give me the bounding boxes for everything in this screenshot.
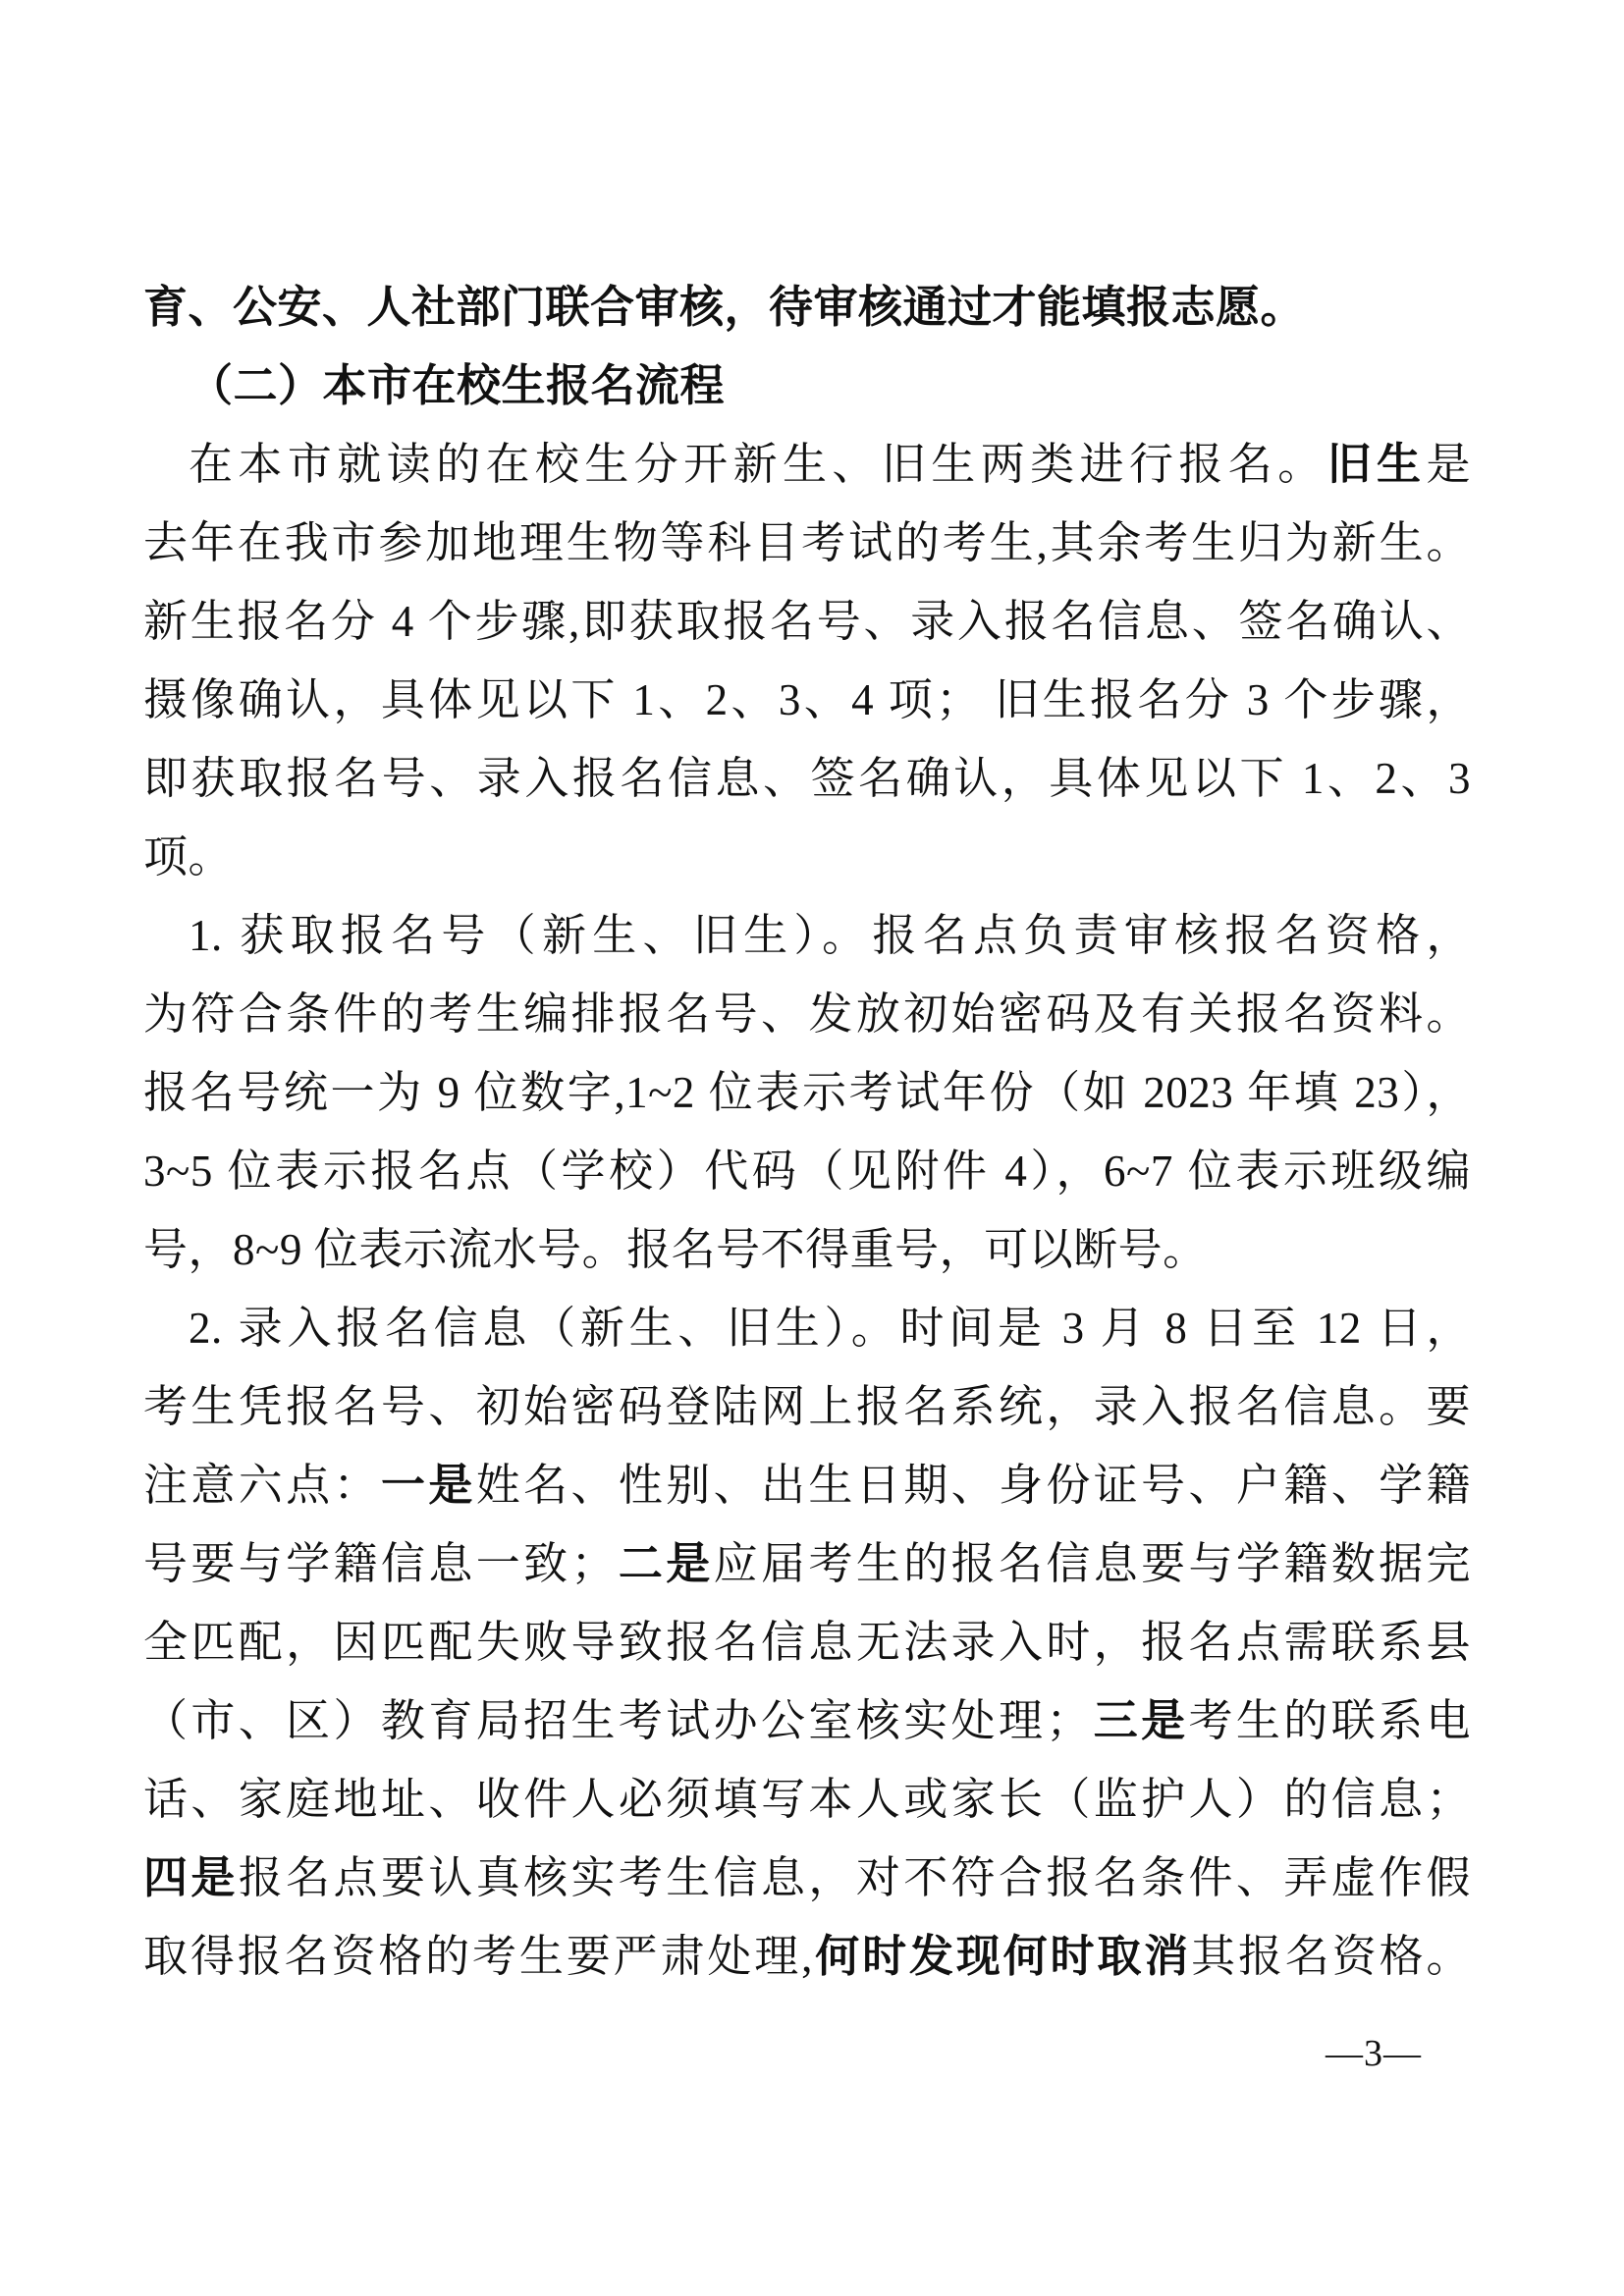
text-line [143,347,1471,425]
text-run: 应届考生的报名信息要与学籍数据完 [713,1539,1471,1588]
text-run: 话、家庭地址、收件人必须填写本人或家长（监护人）的信息； [143,1775,1471,1824]
text-line [143,1446,1471,1524]
text-run: （市、区）教育局招生考试办公室核实处理； [143,1696,1091,1745]
text-run: 考生的联系电 [1188,1696,1471,1745]
text-run: 其报名资格。 [1191,1932,1471,1981]
text-line [143,1682,1471,1760]
text-run: 2. 录入报名信息（新生、旧生）。时间是 3 月 8 日至 12 日， [189,1304,1471,1353]
text-run: 报名号统一为 9 位数字,1~2 位表示考试年份（如 2023 年填 23）， [143,1068,1471,1117]
text-run: 1. 获取报名号（新生、旧生）。报名点负责审核报名资格， [189,911,1471,960]
text-run: 一是 [380,1460,476,1510]
text-run: 四是 [143,1852,239,1902]
text-line [143,896,1471,975]
text-run: 3~5 位表示报名点（学校）代码（见附件 4），6~7 位表示班级编 [143,1147,1471,1196]
text-line [143,1132,1471,1210]
text-run: （二）本市在校生报名流程 [189,360,726,410]
text-run: 姓名、性别、出生日期、身份证号、户籍、学籍 [475,1461,1471,1510]
text-run: 报名点要认真核实考生信息，对不符合报名条件、弄虚作假 [238,1853,1471,1902]
text-run: 项。 [143,832,234,881]
text-line [143,1839,1471,1917]
text-run: 新生报名分 4 个步骤,即获取报名号、录入报名信息、签名确认、 [143,597,1471,646]
text-line [143,425,1471,504]
text-run: 全匹配，因匹配失败导致报名信息无法录入时，报名点需联系县 [143,1618,1471,1667]
page-footer [1326,2024,1422,2083]
text-line [143,504,1471,582]
text-line [143,661,1471,739]
page-number: —3— [1326,2033,1422,2074]
document-body [143,268,1471,1996]
text-run: 号，8~9 位表示流水号。报名号不得重号，可以断号。 [143,1225,1208,1274]
text-run: 取得报名资格的考生要严肃处理, [143,1932,813,1981]
text-line [143,1524,1471,1603]
text-run: 育、公安、人社部门联合审核，待审核通过才能填报志愿。 [143,282,1306,332]
text-run: 即获取报名号、录入报名信息、签名确认，具体见以下 1、2、3 [143,754,1471,803]
text-run: 三是 [1090,1695,1189,1745]
text-run: 在本市就读的在校生分开新生、旧生两类进行报名。 [189,440,1327,489]
text-run: 二是 [616,1538,714,1588]
text-run: 摄像确认，具体见以下 1、2、3、4 项； 旧生报名分 3 个步骤， [143,675,1471,724]
text-line [143,1917,1471,1996]
text-run: 是 [1426,440,1471,489]
text-line [143,582,1471,661]
text-line [143,975,1471,1053]
text-run: 去年在我市参加地理生物等科目考试的考生,其余考生归为新生。 [143,518,1471,567]
text-run: 注意六点： [143,1461,381,1510]
text-run: 为符合条件的考生编排报名号、发放初始密码及有关报名资料。 [143,989,1471,1039]
text-line [143,739,1471,818]
text-line [143,1760,1471,1839]
text-line [143,1210,1471,1289]
text-line [143,1367,1471,1446]
text-run: 旧生 [1326,439,1427,489]
text-line [143,818,1471,896]
text-run: 何时发现何时取消 [812,1931,1192,1981]
text-line [143,268,1471,347]
text-run: 考生凭报名号、初始密码登陆网上报名系统，录入报名信息。要 [143,1382,1471,1431]
text-line [143,1053,1471,1132]
text-run: 号要与学籍信息一致； [143,1539,616,1588]
text-line [143,1603,1471,1682]
text-line [143,1289,1471,1367]
